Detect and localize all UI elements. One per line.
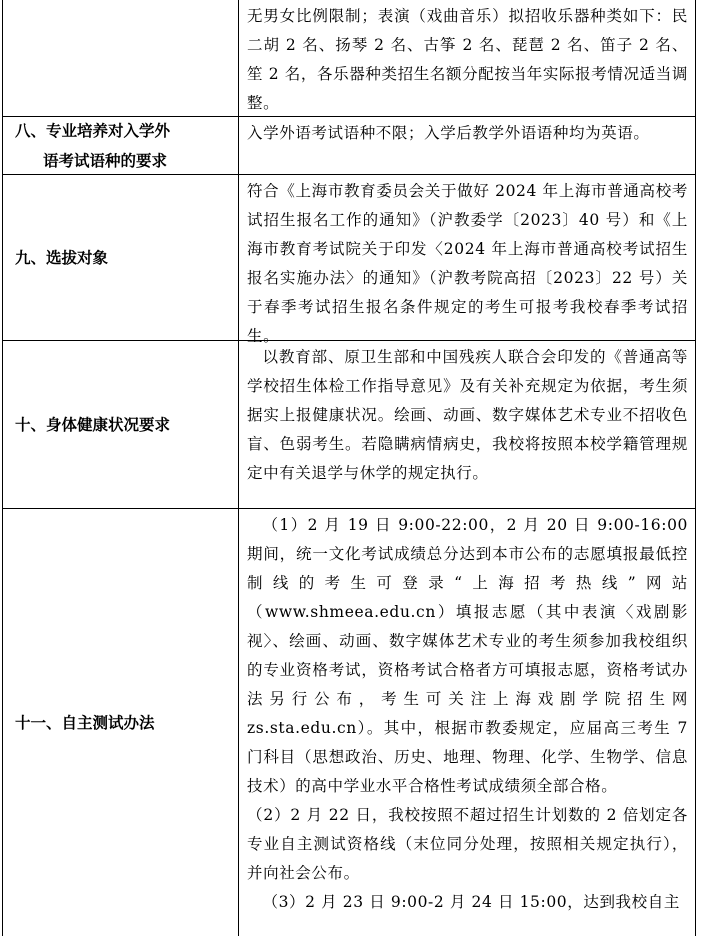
row-paragraph: 入学外语考试语种不限；入学后教学外语语种均为英语。 bbox=[247, 124, 650, 142]
row-label: 十、身体健康状况要求 bbox=[15, 415, 171, 434]
admissions-table bbox=[2, 0, 696, 936]
row-label-line: 语考试语种的要求 bbox=[43, 151, 168, 170]
row-paragraph: （3）2 月 23 日 9:00-2 月 24 日 15:00，达到我校自主 bbox=[262, 893, 680, 911]
row-label-cell bbox=[3, 341, 239, 508]
row-content-cell bbox=[239, 117, 695, 174]
row-label-cell bbox=[3, 117, 239, 174]
table-row bbox=[3, 175, 695, 345]
row-content-cell bbox=[239, 0, 695, 116]
table-row bbox=[3, 341, 695, 509]
row-content-cell bbox=[239, 509, 695, 936]
table-row bbox=[3, 509, 695, 936]
row-paragraph: 以教育部、原卫生部和中国残疾人联合会印发的《普通高等学校招生体检工作指导意见》及有关补充规定为依据，考生须据实上报健康状况。绘画、动画、数字媒体艺术专业不招收色盲、色弱考生。若隐瞒病情病史，我校将按照本校学籍管理规定中有关退学与休学的规定执行。 bbox=[247, 348, 688, 482]
row-content-cell bbox=[239, 341, 695, 508]
row-label-cell bbox=[3, 175, 239, 340]
row-label: 十一、自主测试办法 bbox=[15, 713, 155, 732]
row-label-cell bbox=[3, 509, 239, 936]
row-paragraph: （1）2 月 19 日 9:00-22:00，2 月 20 日 9:00-16:00 期间，统一文化考试成绩总分达到本市公布的志愿填报最低控制线的考生可登录“上海招考热线”网站（www.shmeea.edu.cn）填报志愿（其中表演〈戏剧影视〉、绘画、动画、数字媒体艺术专业的考生须参加我校组织的专业资格考试，资格考试合格者方可填报志愿，资格考试办法另行公布，考生可关注上海戏剧学院招生网 zs.sta.edu.cn）。其中，根据市教委规定，应届高三考生 7 门科目（思想政治、历史、地理、物理、化学、生物学、信息技术）的高中学业水平合格性考试成绩须全部合格。 bbox=[247, 516, 688, 795]
row-paragraph: （2）2 月 22 日，我校按照不超过招生计划数的 2 倍划定各专业自主测试资格线（末位同分处理，按照相关规定执行），并向社会公布。 bbox=[247, 806, 688, 882]
row-label: 九、选拔对象 bbox=[15, 248, 109, 267]
row-paragraph: 无男女比例限制；表演（戏曲音乐）拟招收乐器种类如下：民二胡 2 名、扬琴 2 名、古筝 2 名、琵琶 2 名、笛子 2 名、笙 2 名，各乐器种类招生名额分配按当年实际报考情况适当调整。 bbox=[247, 7, 688, 112]
row-label-line: 八、专业培养对入学外 bbox=[15, 121, 171, 140]
table-row bbox=[3, 117, 695, 175]
row-content-cell bbox=[239, 175, 695, 345]
row-paragraph: 符合《上海市教育委员会关于做好 2024 年上海市普通高校考试招生报名工作的通知》（沪教委学〔2023〕40 号）和《上海市教育考试院关于印发〈2024 年上海市普通高校考试招生报名实施办法〉的通知》（沪教考院高招〔2023〕22 号）关于春季考试招生报名条件规定的考生可报考我校春季考试招生。 bbox=[247, 182, 688, 345]
